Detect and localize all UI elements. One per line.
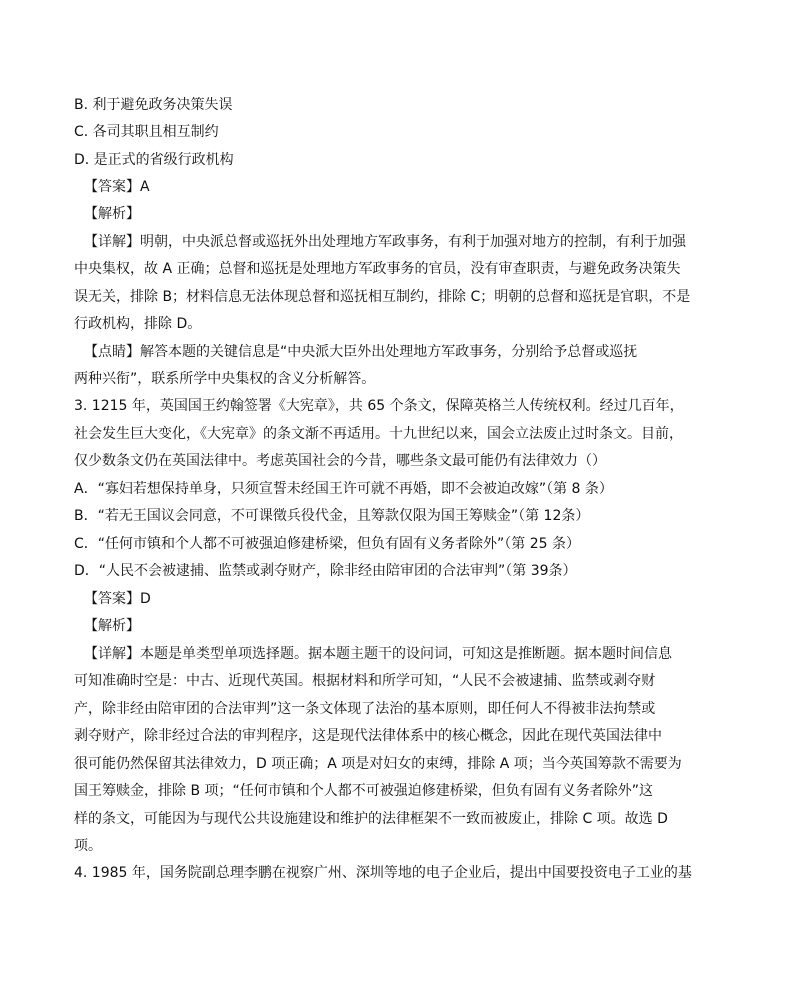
q3-detail-line: 产，除非经由陪审团的合法审判”这一条文体现了法治的基本原则，即任何人不得被非法拘禁或: [74, 701, 656, 717]
q3-detail-line: 可知准确时空是：中古、近现代英国。根据材料和所学可知，“人民不会被逮捕、监禁或剥夺财: [74, 673, 656, 689]
q3-stem-line: 社会发生巨大变化，《大宪章》的条文渐不再适用。十九世纪以来，国会立法废止过时条文。目前，: [74, 426, 683, 442]
q3-detail-line: 很可能仍然保留其法律效力，D 项正确；A 项是对妇女的束缚，排除 A 项；当今英国筹款不需要为: [74, 756, 682, 772]
q3-option-c: C．“任何市镇和个人都不可被强迫修建桥梁，但负有固有义务者除外”（第 25 条）: [74, 536, 580, 552]
option-c: C. 各司其职且相互制约: [74, 124, 219, 140]
q3-stem-line: 仅少数条文仍在英国法律中。考虑英国社会的今昔，哪些条文最可能仍有法律效力（）: [74, 453, 606, 469]
option-d: D. 是正式的省级行政机构: [74, 152, 234, 168]
q3-analysis-label: 【解析】: [84, 618, 140, 634]
q3-option-d: D．“人民不会被逮捕、监禁或剥夺财产，除非经由陪审团的合法审判”（第 39条）: [74, 563, 577, 579]
q3-detail-line: 剥夺财产，除非经过合法的审判程序，这是现代法律体系中的核心概念，因此在现代英国法律中: [74, 728, 662, 744]
q3-detail-line: 项。: [74, 838, 102, 854]
answer-label: 【答案】A: [84, 179, 150, 195]
point-line: 【点睛】解答本题的关键信息是“中央派大臣外出处理地方军政事务，分别给予总督或巡抚: [84, 344, 638, 360]
q3-stem-line: 3. 1215 年，英国国王约翰签署《大宪章》，共 65 个条文，保障英格兰人传统权利。经过几百年，: [74, 398, 684, 414]
q3-detail-line: 【详解】本题是单类型单项选择题。据本题主题干的设问词，可知这是推断题。据本题时间信息: [84, 646, 672, 662]
detail-line: 中央集权，故 A 正确；总督和巡抚是处理地方军政事务的官员，没有审查职责，与避免政务决策失: [74, 261, 681, 277]
point-line: 两种兴衔”，联系所学中央集权的含义分析解答。: [74, 371, 376, 387]
q4-stem-line: 4. 1985 年，国务院副总理李鹏在视察广州、深圳等地的电子企业后，提出中国要投资电子工业的基: [74, 865, 692, 881]
detail-line: 【详解】明朝，中央派总督或巡抚外出处理地方军政事务，有利于加强对地方的控制，有利于加强: [84, 234, 686, 250]
q3-answer-label: 【答案】D: [84, 591, 151, 607]
q3-option-b: B．“若无王国议会同意，不可课徵兵役代金，且筹款仅限为国王筹赎金”（第 12条）: [74, 508, 590, 524]
detail-line: 误无关，排除 B；材料信息无法体现总督和巡抚相互制约，排除 C；明朝的总督和巡抚是官职，不是: [74, 289, 691, 305]
option-b: B. 利于避免政务决策失误: [74, 97, 233, 113]
analysis-label: 【解析】: [84, 206, 140, 222]
q3-detail-line: 样的条文，可能因为与现代公共设施建设和维护的法律框架不一致而被废止，排除 C 项。故选 D: [74, 811, 668, 827]
detail-line: 行政机构，排除 D。: [74, 316, 202, 332]
q3-option-a: A．“寡妇若想保持单身，只须宣誓未经国王许可就不再婚，即不会被迫改嫁”（第 8 条）: [74, 481, 613, 497]
q3-detail-line: 国王筹赎金，排除 B 项；“任何市镇和个人都不可被强迫修建桥梁，但负有固有义务者除外”这: [74, 783, 654, 799]
